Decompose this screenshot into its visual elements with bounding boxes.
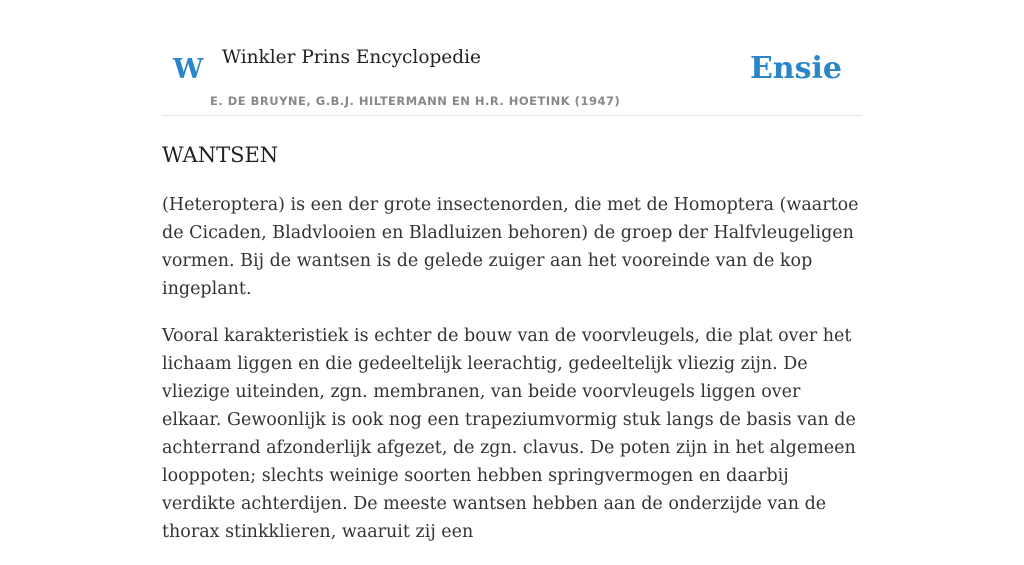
source-title[interactable]: Winkler Prins Encyclopedie: [222, 47, 481, 68]
article-title: WANTSEN: [162, 143, 279, 167]
article-paragraph-1: (Heteroptera) is een der grote insectenorden, die met de Homoptera (waartoe de Cicaden, Bladvlooien en Bladluizen behoren) de groep der Halfvleugeligen vormen. Bij de wantsen is de gelede zuiger aan het vooreinde van de kop ingeplant.: [162, 195, 859, 299]
article-paragraph-2: Vooral karakteristiek is echter de bouw van de voorvleugels, die plat over het lichaam liggen en die gedeeltelijk leerachtig, gedeeltelijk vliezig zijn. De vliezige uiteinden, zgn. membranen, van beide voorvleugels liggen over elkaar. Gewoonlijk is ook nog een trapeziumvormig stuk langs de basis van de achterrand afzonderlijk afgezet, de zgn. clavus. De poten zijn in het algemeen looppoten; slechts weinige soorten hebben springvermogen en daarbij verdikte achterdijen. De meeste wantsen hebben aan de onderzijde van de thorax stinkklieren, waaruit zij een: [162, 326, 856, 542]
logo-icon[interactable]: W: [173, 54, 204, 85]
source-authors: E. DE BRUYNE, G.B.J. HILTERMANN EN H.R. HOETINK (1947): [210, 94, 621, 108]
article: [162, 138, 862, 565]
site-header: [162, 40, 862, 116]
brand-logo[interactable]: Ensie: [749, 51, 842, 86]
